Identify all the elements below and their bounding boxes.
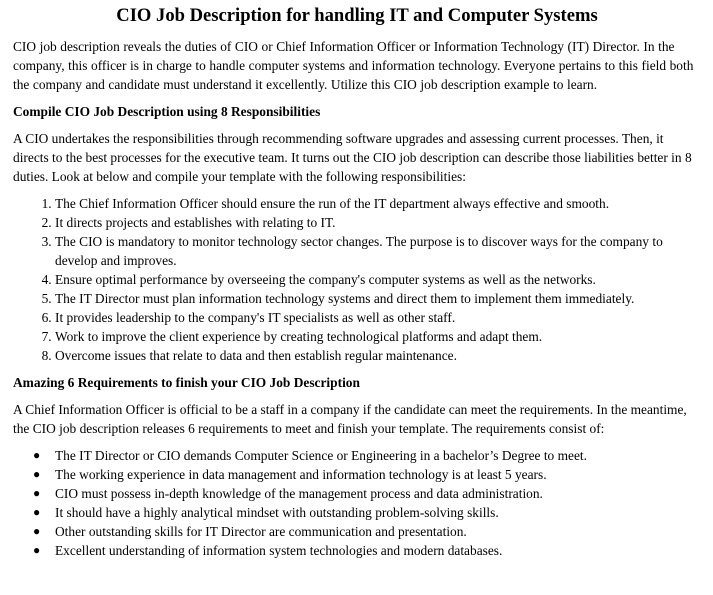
- list-item-text: Other outstanding skills for IT Director are communication and presentation.: [55, 524, 467, 539]
- list-item: 2. It directs projects and establishes with relating to IT.: [55, 213, 701, 232]
- bullet-icon: ●: [33, 486, 41, 500]
- bullet-icon: ●: [33, 467, 41, 481]
- list-item-text: The working experience in data management and information technology is at least 5 years.: [55, 467, 547, 482]
- responsibilities-list: [13, 194, 701, 365]
- section-heading-responsibilities: Compile CIO Job Description using 8 Responsibilities: [13, 104, 321, 119]
- list-item: 1. The Chief Information Officer should ensure the run of the IT department always effective and smooth.: [55, 194, 701, 213]
- requirements-list: [13, 446, 701, 560]
- requirements-paragraph: A Chief Information Officer is official to be a staff in a company if the candidate can meet the requirements. In the meantime, the CIO job description releases 6 requirements to meet and finish your template. The requirements consist of:: [13, 402, 687, 436]
- list-item: 5. The IT Director must plan information technology systems and direct them to implement them immediately.: [55, 289, 701, 308]
- bullet-icon: ●: [33, 448, 41, 462]
- list-item: 4. Ensure optimal performance by overseeing the company's computer systems as well as the networks.: [55, 270, 701, 289]
- document-title: CIO Job Description for handling IT and Computer Systems: [116, 5, 598, 26]
- list-item-text: The IT Director or CIO demands Computer Science or Engineering in a bachelor’s Degree to meet.: [55, 448, 587, 463]
- bullet-icon: ●: [33, 505, 41, 519]
- section-heading-requirements: Amazing 6 Requirements to finish your CIO Job Description: [13, 375, 360, 390]
- list-item: [33, 484, 701, 503]
- list-item-text: It should have a highly analytical mindset with outstanding problem-solving skills.: [55, 505, 499, 520]
- list-item: 3. The CIO is mandatory to monitor technology sector changes. The purpose is to discover ways for the company to develop and improves.: [55, 232, 701, 270]
- bullet-icon: ●: [33, 524, 41, 538]
- responsibilities-paragraph: A CIO undertakes the responsibilities through recommending software upgrades and assessing current processes. Then, it directs to the best processes for the executive team. It turns out the CIO job description can describe those liabilities better in 8 duties. Look at below and compile your template with the following responsibilities:: [13, 131, 692, 184]
- list-item: 8. Overcome issues that relate to data and then establish regular maintenance.: [55, 346, 701, 365]
- bullet-icon: ●: [33, 543, 41, 557]
- list-item: [33, 446, 701, 465]
- list-item: [33, 503, 701, 522]
- list-item-text: CIO must possess in-depth knowledge of the management process and data administration.: [55, 486, 543, 501]
- intro-paragraph: CIO job description reveals the duties of CIO or Chief Information Officer or Information Technology (IT) Director. In the company, this officer is in charge to handle computer systems and information technology. Everyone pertains to this field both the company and candidate must understand it excellently. Utilize this CIO job description example to learn.: [13, 39, 694, 92]
- list-item: [33, 522, 701, 541]
- list-item: [33, 541, 701, 560]
- list-item: [33, 465, 701, 484]
- list-item-text: Excellent understanding of information system technologies and modern databases.: [55, 543, 503, 558]
- list-item: 6. It provides leadership to the company's IT specialists as well as other staff.: [55, 308, 701, 327]
- list-item: 7. Work to improve the client experience by creating technological platforms and adapt them.: [55, 327, 701, 346]
